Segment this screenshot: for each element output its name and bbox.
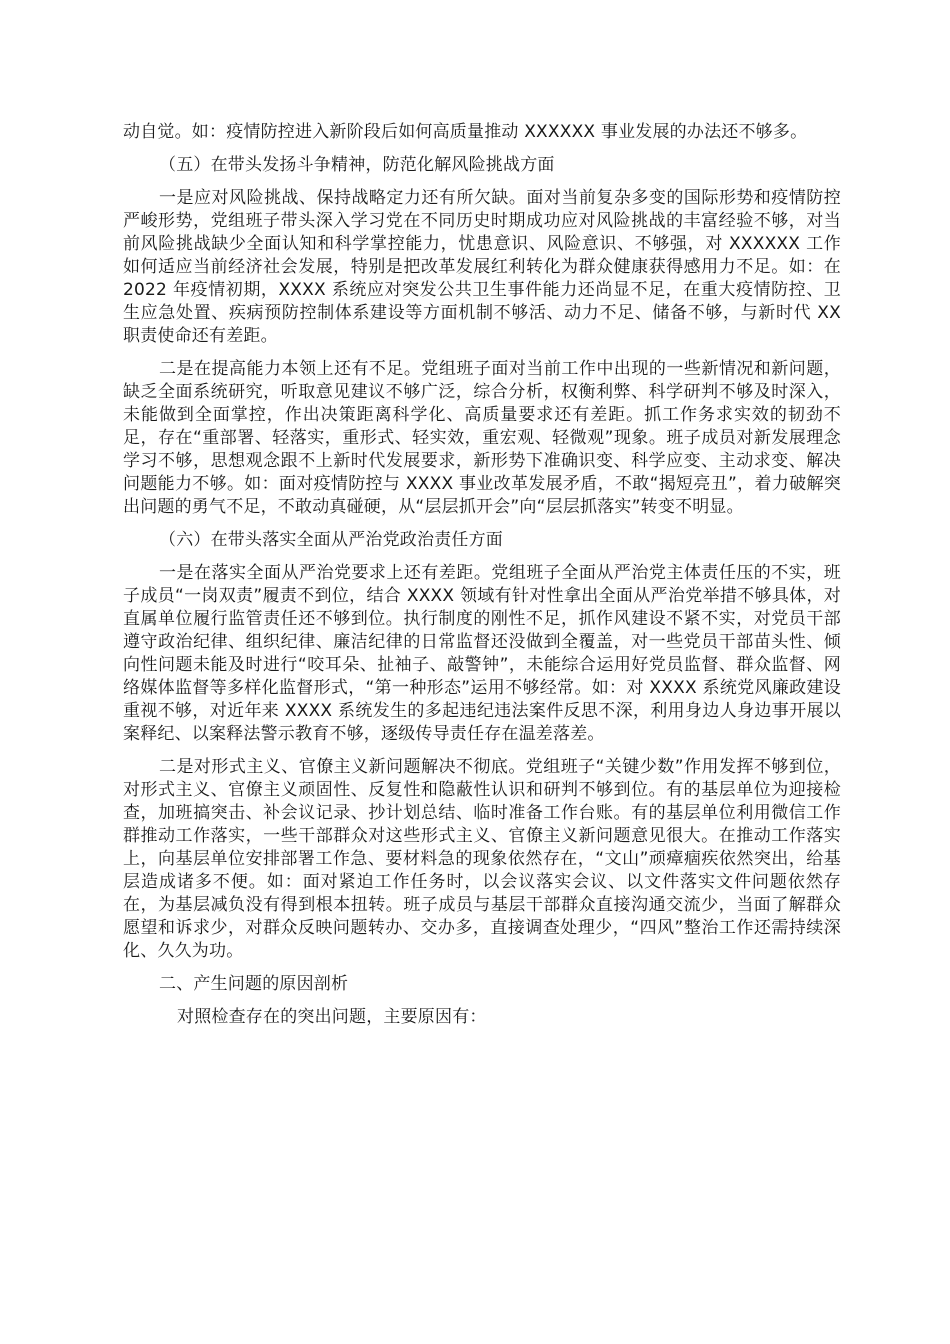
paragraph-causes-intro: 对照检查存在的突出问题，主要原因有： bbox=[177, 1007, 487, 1027]
subsection-heading-5: （五）在带头发扬斗争精神，防范化解风险挑战方面 bbox=[159, 155, 555, 175]
paragraph-capability: 二是在提高能力本领上还有不足。党组班子面对当前工作中出现的一些新情况和新问题，缺乏全面系统研究，听取意见建议不够广泛，综合分析，权衡利弊、科学研判不够及时深入，未能做到全面掌控，作出决策距离科学化、高质量要求还有差距。抓工作务求实效的韧劲不足，存在“重部署、轻落实，重形式、轻实效，重宏观、轻微观”现象。班子成员对新发展理念学习不够，思想观念跟不上新时代发展要求，新形势下准确识变、科学应变、主动求变、解决问题能力不够。如：面对疫情防控与 XXXX 事业改革发展矛盾，不敢“揭短亮丑”，着力破解突出问题的勇气不足，不敢动真碰硬，从“层层抓开会”向“层层抓落实”转变不明显。 bbox=[123, 359, 841, 517]
paragraph-continuation: 动自觉。如：疫情防控进入新阶段后如何高质量推动 XXXXXX 事业发展的办法还不够多。 bbox=[123, 122, 808, 142]
document-body bbox=[123, 121, 841, 1029]
paragraph-risk-challenges: 一是应对风险挑战、保持战略定力还有所欠缺。面对当前复杂多变的国际形势和疫情防控严峻形势，党组班子带头深入学习党在不同历史时期成功应对风险挑战的丰富经验不够，对当前风险挑战缺少全面认知和科学掌控能力，忧患意识、风险意识、不够强，对 XXXXXX 工作如何适应当前经济社会发展，特别是把改革发展红利转化为群众健康获得感用力不足。如：在 2022 年疫情初期，XXXX 系统应对突发公共卫生事件能力还尚显不足，在重大疫情防控、卫生应急处置、疾病预防控制体系建设等方面机制不够活、动力不足、储备不够，与新时代 XX 职责使命还有差距。 bbox=[123, 188, 841, 346]
paragraph-formalism: 二是对形式主义、官僚主义新问题解决不彻底。党组班子“关键少数”作用发挥不够到位，对形式主义、官僚主义顽固性、反复性和隐蔽性认识和研判不够到位。有的基层单位为迎接检查，加班搞突击、补会议记录、抄计划总结、临时准备工作台账。有的基层单位利用微信工作群推动工作落实，一些干部群众对这些形式主义、官僚主义新问题意见很大。在推动工作落实上，向基层单位安排部署工作急、要材料急的现象依然存在，“文山”顽瘴痼疾依然突出，给基层造成诸多不便。如：面对紧迫工作任务时，以会议落实会议、以文件落实文件问题依然存在，为基层减负没有得到根本扭转。班子成员与基层干部群众直接沟通交流少，当面了解群众愿望和诉求少，对群众反映问题转办、交办多，直接调查处理少，“四风”整治工作还需持续深化、久久为功。 bbox=[123, 757, 841, 961]
paragraph-party-discipline: 一是在落实全面从严治党要求上还有差距。党组班子全面从严治党主体责任压的不实，班子成员“一岗双责”履责不到位，结合 XXXX 领域有针对性拿出全面从严治党举措不够具体，对直属单位履行监管责任还不够到位。执行制度的刚性不足，抓作风建设不紧不实，对党员干部遵守政治纪律、组织纪律、廉洁纪律的日常监督还没做到全覆盖，对一些党员干部苗头性、倾向性问题未能及时进行“咬耳朵、扯袖子、敲警钟”，未能综合运用好党员监督、群众监督、网络媒体监督等多样化监督形式，“第一种形态”运用不够经常。如：对 XXXX 系统党风廉政建设重视不够，对近年来 XXXX 系统发生的多起违纪违法案件反思不深，利用身边人身边事开展以案释纪、以案释法警示教育不够，逐级传导责任存在温差落差。 bbox=[123, 563, 841, 744]
section-heading-2: 二、产生问题的原因剖析 bbox=[159, 974, 349, 994]
subsection-heading-6: （六）在带头落实全面从严治党政治责任方面 bbox=[159, 530, 503, 550]
